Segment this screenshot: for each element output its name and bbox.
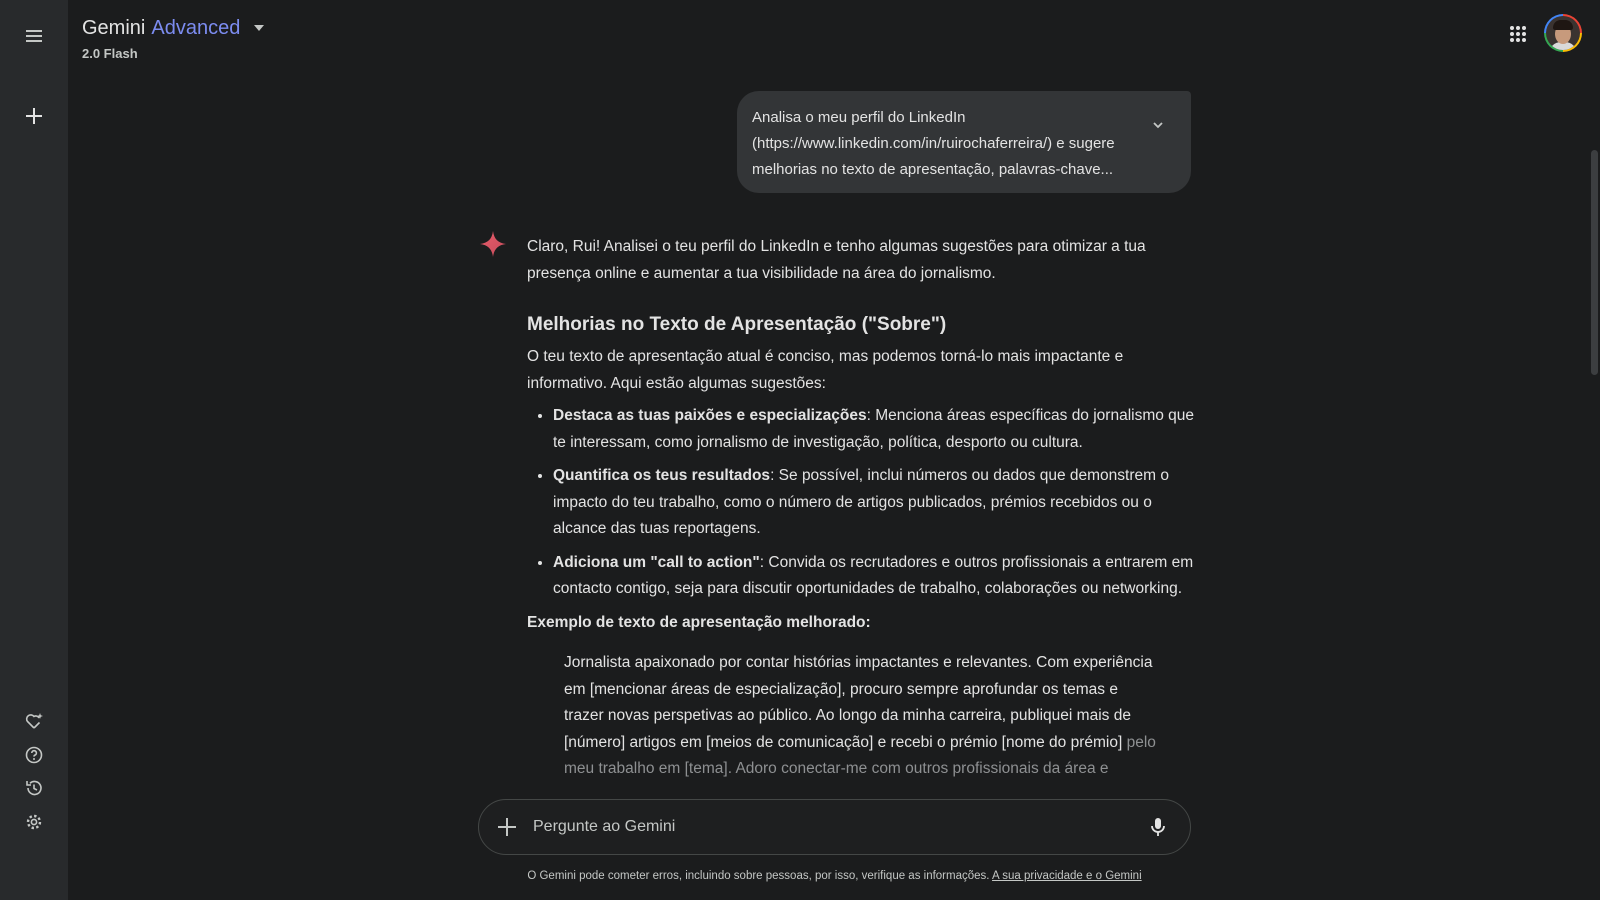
example-text: Jornalista apaixonado por contar histórias impactantes e relevantes. Com experiência em [mencionar áreas de especialização], procuro sempre aprofundar os temas e trazer novas perspetivas ao público. Ao longo da minha carreira, publiquei mais de [número] artigos em [meios de comunicação] e recebi o prémio [nome do prémio]	[564, 654, 1153, 751]
gemini-sparkle-icon	[479, 230, 507, 258]
list-item-title: Adiciona um "call to action"	[553, 553, 760, 571]
chevron-down-icon[interactable]	[1151, 115, 1165, 129]
model-response	[527, 234, 1197, 783]
disclaimer-text: O Gemini pode cometer erros, incluindo sobre pessoas, por isso, verifique as informações.	[527, 870, 993, 882]
footer-disclaimer	[478, 870, 1191, 882]
example-quote	[527, 650, 1197, 783]
avatar[interactable]	[1544, 14, 1582, 52]
user-message	[737, 91, 1191, 193]
list-item-text: : Se possível, inclui números ou dados que demonstrem o impacto do teu trabalho, como o número de artigos publicados, prémios recebidos ou o alcance das tuas reportagens.	[553, 467, 1169, 537]
list-item	[553, 463, 1197, 543]
list-item-title: Destaca as tuas paixões e especializações	[553, 407, 867, 424]
privacy-link[interactable]: A sua privacidade e o Gemini	[992, 870, 1142, 882]
response-heading: Melhorias no Texto de Apresentação ("Sobre")	[527, 314, 947, 335]
chevron-down-icon[interactable]	[254, 25, 264, 31]
menu-icon[interactable]	[18, 20, 50, 52]
app-header	[82, 16, 264, 61]
user-message-text: Analisa o meu perfil do LinkedIn (https://www.linkedin.com/in/ruirochaferreira/) e sugere melhorias no texto de apresentação, palavras-chave...	[752, 109, 1115, 178]
new-chat-icon[interactable]	[18, 100, 50, 132]
avatar-image	[1546, 16, 1580, 50]
prompt-input[interactable]	[533, 818, 1146, 836]
prompt-composer	[478, 799, 1191, 855]
gems-icon[interactable]	[18, 705, 50, 737]
add-attachment-icon[interactable]	[495, 815, 519, 839]
response-intro: Claro, Rui! Analisei o teu perfil do LinkedIn e tenho algumas sugestões para otimizar a tua presença online e aumentar a tua visibilidade na área do jornalismo.	[527, 238, 1146, 282]
apps-grid-icon[interactable]	[1508, 24, 1528, 44]
example-text-faded: pelo meu trabalho em [tema]. Adoro conectar-me com outros profissionais da área e	[564, 733, 1156, 777]
model-switcher[interactable]	[82, 16, 264, 40]
list-item-title: Quantifica os teus resultados	[553, 467, 771, 484]
list-item-text: : Convida os recrutadores e outros profissionais a entrarem em contacto contigo, seja para discutir oportunidades de trabalho, colaborações ou networking.	[553, 553, 1194, 597]
sidebar-rail	[0, 0, 68, 900]
list-item	[553, 403, 1197, 456]
list-item	[553, 550, 1197, 603]
response-paragraph: O teu texto de apresentação atual é conciso, mas podemos torná-lo mais impactante e informativo. Aqui estão algumas sugestões:	[527, 348, 1124, 392]
list-item-text: : Menciona áreas específicas do jornalismo que te interessam, como jornalismo de investigação, política, desporto ou cultura.	[553, 407, 1195, 451]
settings-icon[interactable]	[18, 806, 50, 838]
scrollbar[interactable]	[1591, 150, 1598, 375]
model-name: 2.0 Flash	[82, 46, 138, 61]
brand-name: Gemini	[82, 16, 146, 39]
suggestion-list	[527, 403, 1197, 603]
activity-icon[interactable]	[18, 772, 50, 804]
microphone-icon[interactable]	[1146, 815, 1170, 839]
help-icon[interactable]	[18, 739, 50, 771]
brand-tier: Advanced	[151, 16, 241, 39]
example-title: Exemplo de texto de apresentação melhorado:	[527, 613, 871, 631]
